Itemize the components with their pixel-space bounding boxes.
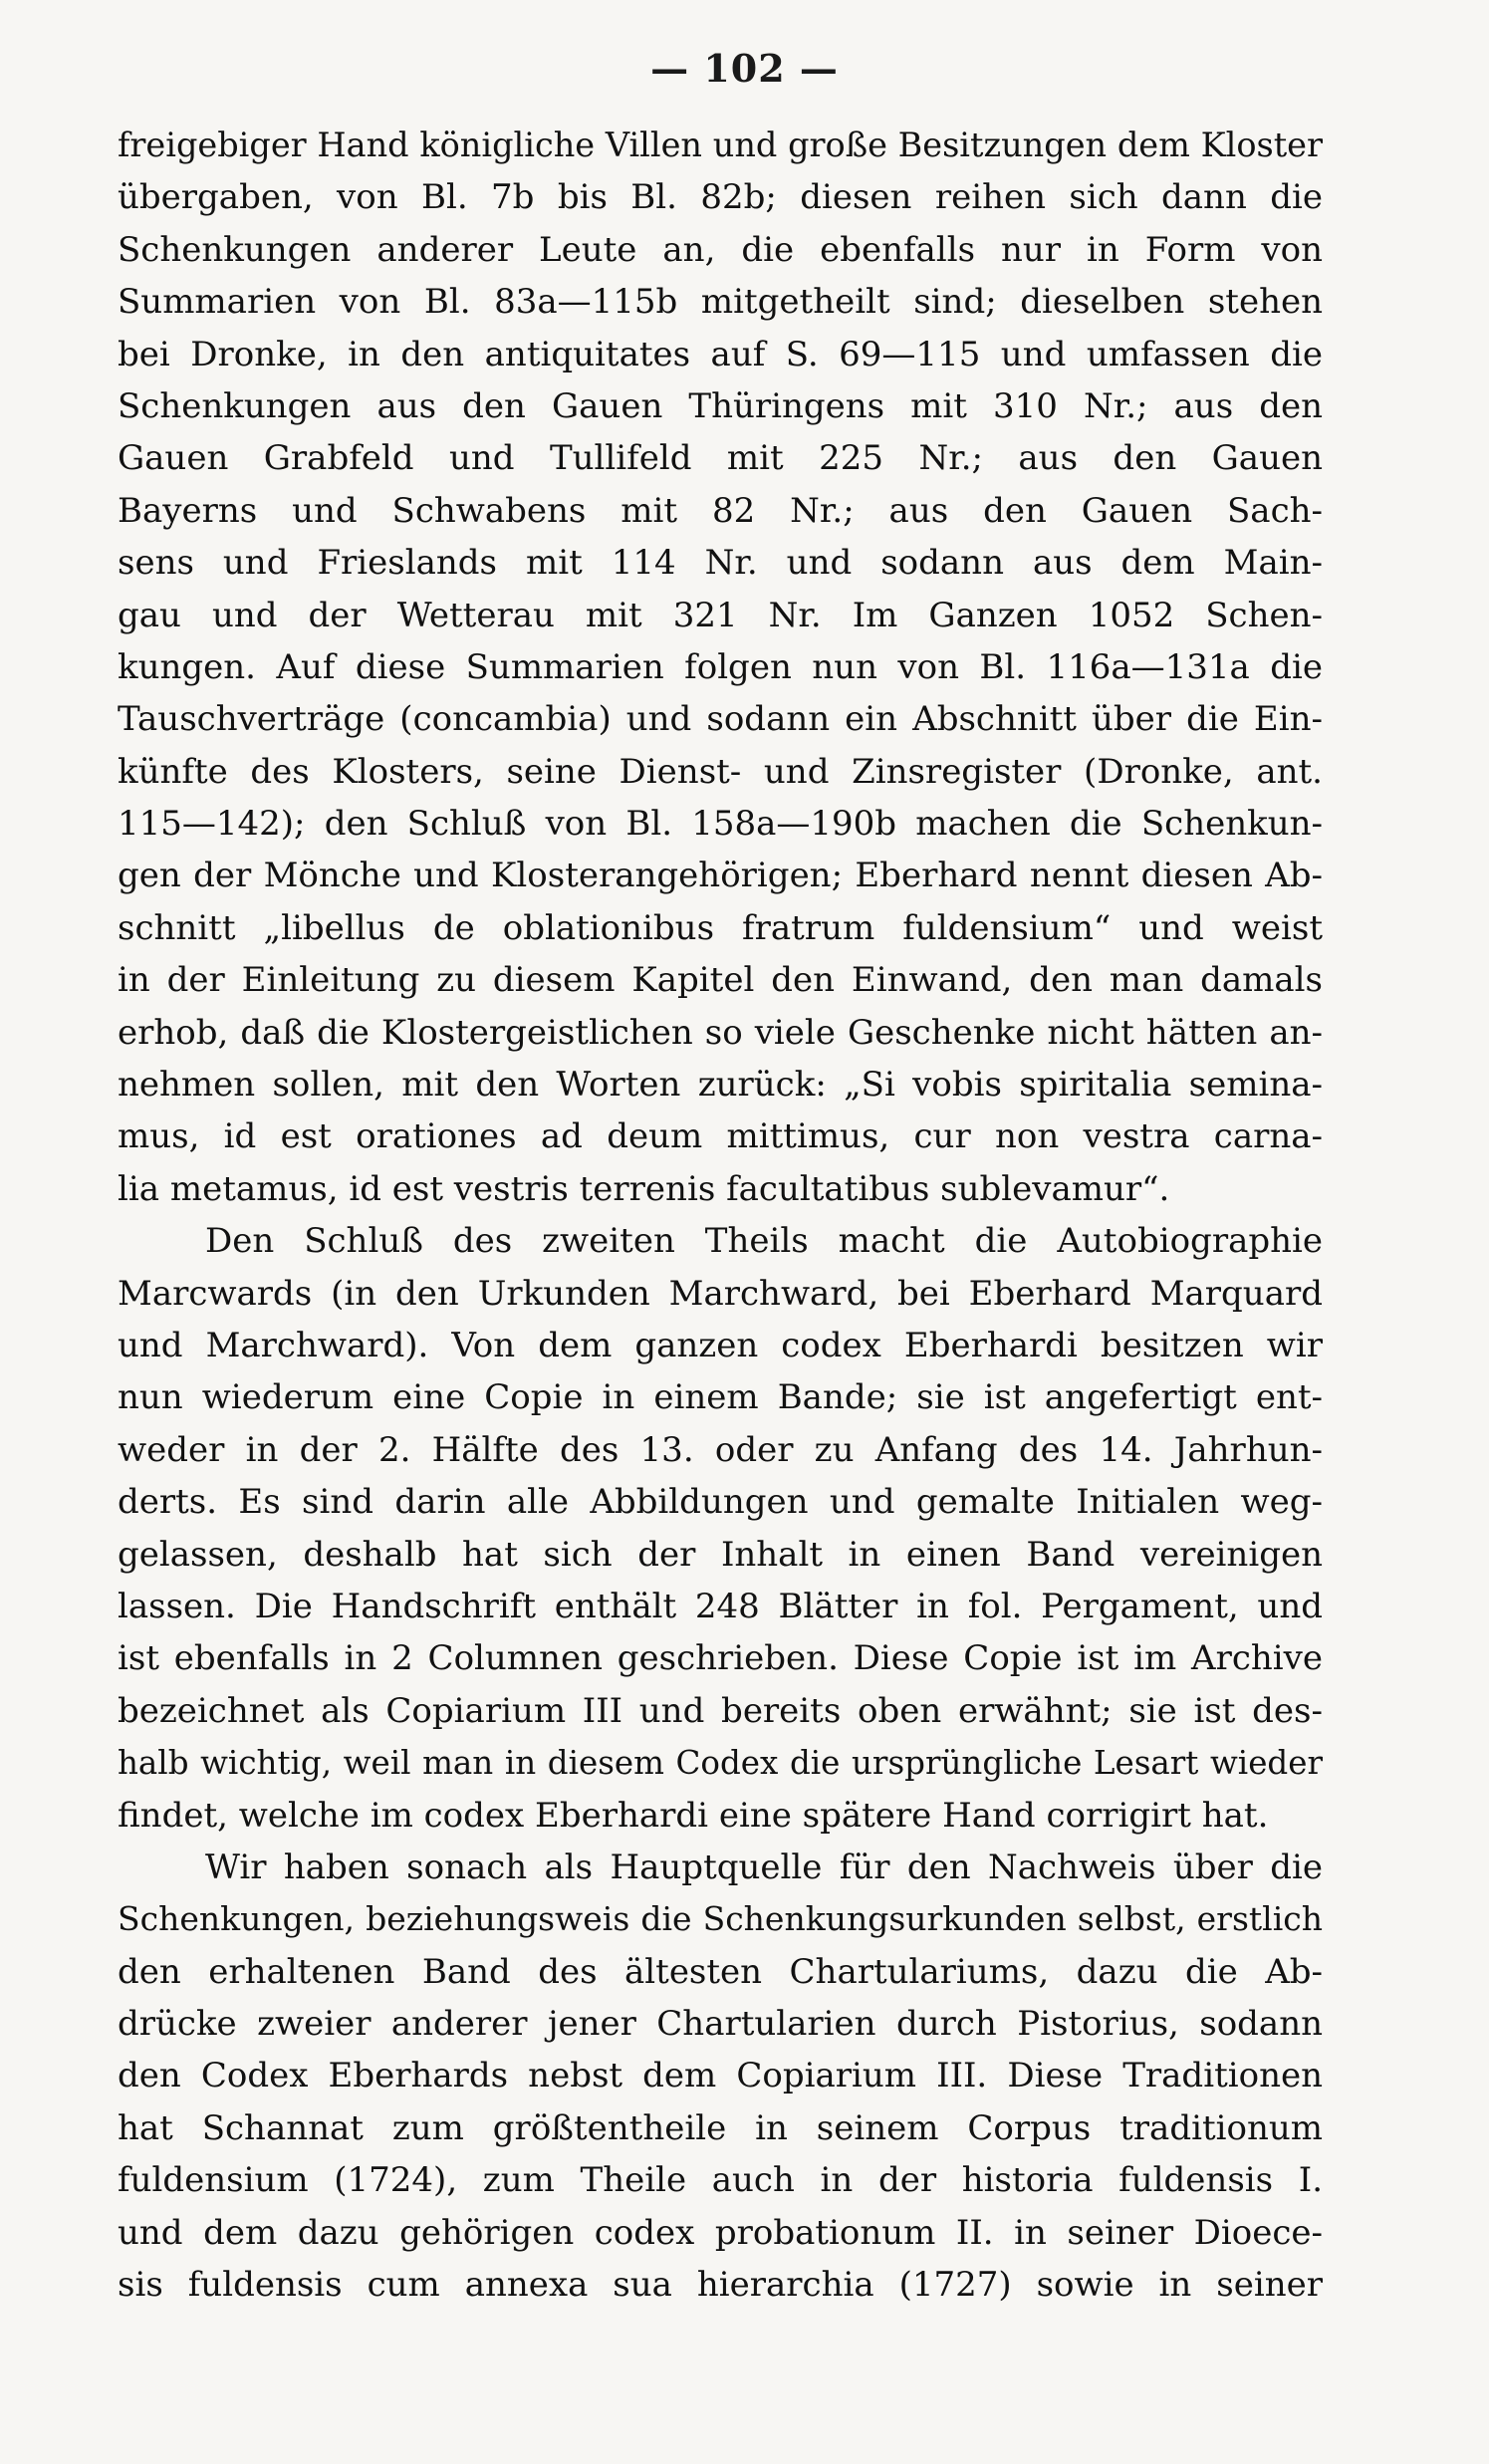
text-line: nun wiederum eine Copie in einem Bande; sie ist angefertigt ent- xyxy=(118,1377,1323,1418)
text-line: kungen. Auf diese Summarien folgen nun von Bl. 116a—131a die xyxy=(118,646,1323,687)
text-line: den Codex Eberhards nebst dem Copiarium III. Diese Traditionen xyxy=(118,2056,1323,2096)
text-line: Schenkungen aus den Gauen Thüringens mit 310 Nr.; aus den xyxy=(118,385,1323,426)
text-line: fuldensium (1724), zum Theile auch in der historia fuldensis I. xyxy=(118,2160,1323,2201)
text-line: Schenkungen anderer Leute an, die ebenfalls nur in Form von xyxy=(118,229,1323,270)
text-line: erhob, daß die Klostergeistlichen so viele Geschenke nicht hätten an- xyxy=(118,1012,1323,1053)
text-line: sis fuldensis cum annexa sua hierarchia (1727) sowie in seiner xyxy=(118,2265,1323,2306)
text-line: freigebiger Hand königliche Villen und große Besitzungen dem Kloster xyxy=(118,125,1323,164)
text-line: bei Dronke, in den antiquitates auf S. 69—115 und umfassen die xyxy=(118,334,1323,374)
text-line: Wir haben sonach als Hauptquelle für den Nachweis über die xyxy=(205,1847,1323,1887)
text-line: Tauschverträge (concambia) und sodann ein Abschnitt über die Ein- xyxy=(118,699,1323,740)
text-line: Summarien von Bl. 83a—115b mitgetheilt sind; dieselben stehen xyxy=(118,282,1323,323)
text-line: halb wichtig, weil man in diesem Codex die ursprüngliche Lesart wieder xyxy=(118,1744,1323,1783)
text-line: Gauen Grabfeld und Tullifeld mit 225 Nr.; aus den Gauen xyxy=(118,438,1323,479)
text-line: und Marchward). Von dem ganzen codex Eberhardi besitzen wir xyxy=(118,1325,1323,1365)
text-line: Den Schluß des zweiten Theils macht die Autobiographie xyxy=(205,1221,1323,1262)
text-line: nehmen sollen, mit den Worten zurück: „Si vobis spiritalia semina- xyxy=(118,1065,1323,1106)
text-line: derts. Es sind darin alle Abbildungen und gemalte Initialen weg- xyxy=(118,1482,1323,1523)
text-line: den erhaltenen Band des ältesten Chartulariums, dazu die Ab- xyxy=(118,1951,1323,1992)
text-line: gelassen, deshalb hat sich der Inhalt in einen Band vereinigen xyxy=(118,1534,1323,1575)
text-line: künfte des Klosters, seine Dienst- und Zinsregister (Dronke, ant. xyxy=(118,751,1323,792)
text-line: übergaben, von Bl. 7b bis Bl. 82b; diesen reihen sich dann die xyxy=(118,177,1323,218)
text-line: und dem dazu gehörigen codex probationum II. in seiner Dioece- xyxy=(118,2212,1323,2253)
text-line: 115—142); den Schluß von Bl. 158a—190b machen die Schenkun- xyxy=(118,804,1323,845)
text-line: in der Einleitung zu diesem Kapitel den Einwand, den man damals xyxy=(118,960,1323,1001)
text-line: hat Schannat zum größtentheile in seinem Corpus traditionum xyxy=(118,2107,1323,2148)
body-text xyxy=(118,120,1323,2311)
text-line: weder in der 2. Hälfte des 13. oder zu Anfang des 14. Jahrhun- xyxy=(118,1429,1323,1470)
text-line: lassen. Die Handschrift enthält 248 Blätter in fol. Pergament, und xyxy=(118,1586,1323,1626)
text-line: schnitt „libellus de oblationibus fratrum fuldensium“ und weist xyxy=(118,907,1323,948)
text-line: lia metamus, id est vestris terrenis facultatibus sublevamur“. xyxy=(118,1168,1170,1209)
text-line: gau und der Wetterau mit 321 Nr. Im Ganzen 1052 Schen- xyxy=(118,595,1323,635)
text-line: mus, id est orationes ad deum mittimus, cur non vestra carna- xyxy=(118,1116,1323,1157)
page-number: — 102 — xyxy=(650,46,839,91)
text-line: Bayerns und Schwabens mit 82 Nr.; aus den Gauen Sach- xyxy=(118,490,1323,531)
text-line: sens und Frieslands mit 114 Nr. und sodann aus dem Main- xyxy=(118,543,1323,584)
text-line: Schenkungen, beziehungsweis die Schenkungsurkunden selbst, erstlich xyxy=(118,1899,1323,1939)
text-line: Marcwards (in den Urkunden Marchward, bei Eberhard Marquard xyxy=(118,1273,1323,1314)
text-line: findet, welche im codex Eberhardi eine spätere Hand corrigirt hat. xyxy=(118,1795,1269,1836)
text-line: ist ebenfalls in 2 Columnen geschrieben. Diese Copie ist im Archive xyxy=(118,1638,1323,1679)
text-line: drücke zweier anderer jener Chartularien durch Pistorius, sodann xyxy=(118,2004,1323,2045)
text-line: bezeichnet als Copiarium III und bereits oben erwähnt; sie ist des- xyxy=(118,1690,1323,1731)
text-line: gen der Mönche und Klosterangehörigen; Eberhard nennt diesen Ab- xyxy=(118,856,1323,896)
